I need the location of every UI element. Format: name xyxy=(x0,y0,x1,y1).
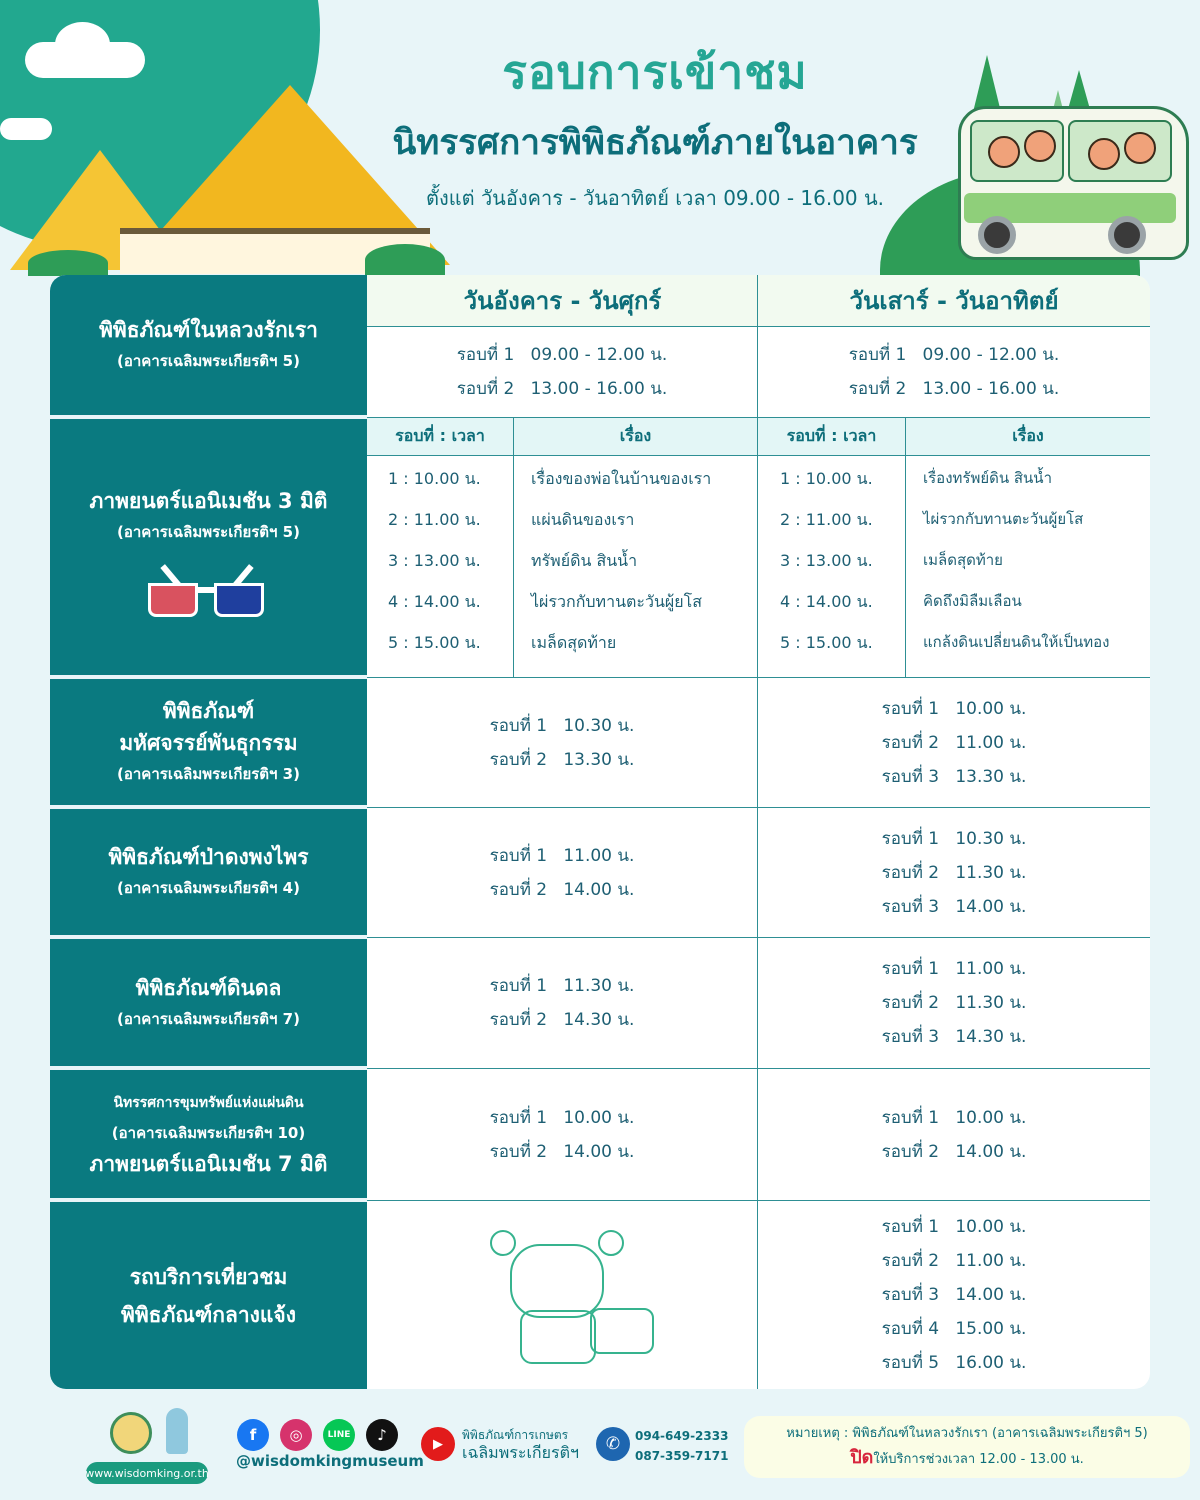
weekend-rounds: รอบที่ 1 09.00 - 12.00 น. รอบที่ 2 13.00 - 16.00 น. xyxy=(848,345,1060,399)
phone-numbers: 094-649-2333 087-359-7171 xyxy=(635,1429,729,1463)
movie-titles-weekday: เรื่องของพ่อในบ้านของเรา แผ่นดินของเรา ทรัพย์ดิน สินน้ำ ไผ่รวกกับทานตะวันผู้ยโส เมล็ดสุดท้าย xyxy=(531,469,712,652)
subheader-story: เรื่อง xyxy=(514,418,757,456)
weekend-rounds: รอบที่ 1 10.30 น. รอบที่ 2 11.30 น. รอบที่ 3 14.00 น. xyxy=(881,828,1027,917)
exhibit-row-label xyxy=(50,809,367,939)
exhibit-row-label xyxy=(50,275,367,419)
tower-logo-icon xyxy=(166,1408,188,1454)
exhibit-building: (อาคารเฉลิมพระเกียรติฯ 4) xyxy=(117,879,300,897)
weekday-rounds: รอบที่ 1 11.30 น. รอบที่ 2 14.30 น. xyxy=(489,976,635,1030)
movie-times-weekend: 1 : 10.00 น. 2 : 11.00 น. 3 : 13.00 น. 4 : 14.00 น. 5 : 15.00 น. xyxy=(780,469,873,652)
exhibit-name: พิพิธภัณฑ์ xyxy=(162,699,255,723)
weekday-rounds: รอบที่ 1 09.00 - 12.00 น. รอบที่ 2 13.00 - 16.00 น. xyxy=(456,345,668,399)
exhibit-name: รถบริการเที่ยวชม xyxy=(129,1264,288,1289)
bush-icon xyxy=(365,244,445,276)
exhibit-row-label xyxy=(50,419,367,679)
weekday-rounds: รอบที่ 1 11.00 น. รอบที่ 2 14.00 น. xyxy=(489,845,635,900)
weekend-rounds: รอบที่ 1 10.00 น. รอบที่ 2 11.00 น. รอบที่ 3 14.00 น. รอบที่ 4 15.00 น. รอบที่ 5 16.00 น. xyxy=(881,1217,1027,1373)
subheader-story: เรื่อง xyxy=(906,418,1150,456)
exhibit-row-label xyxy=(50,679,367,809)
subheader-time: รอบที่ : เวลา xyxy=(758,418,905,456)
exhibit-building: (อาคารเฉลิมพระเกียรติฯ 7) xyxy=(117,1009,300,1028)
youtube-channel[interactable]: พิพิธภัณฑ์การเกษตร เฉลิมพระเกียรติฯ xyxy=(462,1428,579,1462)
line-icon[interactable]: LINE xyxy=(323,1419,355,1451)
weekend-rounds: รอบที่ 1 10.00 น. รอบที่ 2 11.00 น. รอบที่ 3 13.30 น. xyxy=(881,698,1027,787)
3d-glasses-icon xyxy=(148,563,268,623)
subheader-time: รอบที่ : เวลา xyxy=(367,418,513,456)
exhibit-name: พิพิธภัณฑ์กลางแจ้ง xyxy=(121,1302,296,1327)
movie-titles-weekend: เรื่องทรัพย์ดิน สินน้ำ ไผ่รวกกับทานตะวันผู้ยโส เมล็ดสุดท้าย คิดถึงมิลืมเลือน แกล้งดินเปลี่ยนดินให้เป็นทอง xyxy=(923,469,1110,651)
exhibit-building: (อาคารเฉลิมพระเกียรติฯ 3) xyxy=(117,765,300,783)
weekend-rounds: รอบที่ 1 11.00 น. รอบที่ 2 11.30 น. รอบที่ 3 14.30 น. xyxy=(881,959,1027,1047)
instagram-icon[interactable]: ◎ xyxy=(280,1419,312,1451)
museum-logo-icon xyxy=(110,1412,152,1454)
weekday-header: วันอังคาร - วันศุกร์ xyxy=(367,275,758,327)
social-handle[interactable]: @wisdomkingmuseum xyxy=(236,1452,424,1470)
mascot-buffalo-illustration xyxy=(490,1230,660,1365)
exhibit-name: นิทรรศการขุมทรัพย์แห่งแผ่นดิน xyxy=(113,1095,304,1111)
exhibit-building: (อาคารเฉลิมพระเกียรติฯ 5) xyxy=(117,523,300,541)
exhibit-name: มหัศจรรย์พันธุกรรม xyxy=(119,731,298,755)
exhibit-name: ภาพยนตร์แอนิเมชัน 7 มิติ xyxy=(89,1152,328,1176)
schedule-table xyxy=(50,275,1150,1389)
exhibit-name: พิพิธภัณฑ์ในหลวงรักเรา xyxy=(99,318,318,342)
weekend-rounds: รอบที่ 1 10.00 น. รอบที่ 2 14.00 น. xyxy=(881,1107,1027,1162)
movie-times-weekday: 1 : 10.00 น. 2 : 11.00 น. 3 : 13.00 น. 4 : 14.00 น. 5 : 15.00 น. xyxy=(388,469,481,652)
phone-icon: ✆ xyxy=(596,1427,630,1461)
exhibit-name: ภาพยนตร์แอนิเมชัน 3 มิติ xyxy=(89,489,328,513)
page-subtitle: นิทรรศการพิพิธภัณฑ์ภายในอาคาร xyxy=(392,123,918,163)
exhibit-row-label xyxy=(50,1202,367,1389)
closed-label: ปิด xyxy=(850,1447,874,1468)
bush-icon xyxy=(28,250,108,276)
facebook-icon[interactable]: f xyxy=(237,1419,269,1451)
weekday-rounds: รอบที่ 1 10.30 น. รอบที่ 2 13.30 น. xyxy=(489,715,635,770)
weekday-rounds: รอบที่ 1 10.00 น. รอบที่ 2 14.00 น. xyxy=(489,1107,635,1162)
opening-hours: ตั้งแต่ วันอังคาร - วันอาทิตย์ เวลา 09.00 - 16.00 น. xyxy=(425,186,885,210)
exhibit-building: (อาคารเฉลิมพระเกียรติฯ 10) xyxy=(111,1124,306,1142)
exhibit-name: พิพิธภัณฑ์ดินดล xyxy=(135,975,282,1000)
exhibit-row-label xyxy=(50,1070,367,1202)
exhibit-name: พิพิธภัณฑ์ป่าดงพงไพร xyxy=(108,845,309,869)
exhibit-building: (อาคารเฉลิมพระเกียรติฯ 5) xyxy=(117,352,300,370)
page-title: รอบการเข้าชม xyxy=(502,45,808,99)
youtube-icon[interactable]: ▶ xyxy=(421,1427,455,1461)
weekend-header: วันเสาร์ - วันอาทิตย์ xyxy=(758,275,1150,327)
exhibit-row-label xyxy=(50,939,367,1070)
remark-box: หมายเหตุ : พิพิธภัณฑ์ในหลวงรักเรา (อาคารเฉลิมพระเกียรติฯ 5) ปิดให้บริการช่วงเวลา 12.00 - 13.00 น. xyxy=(744,1416,1190,1478)
website-link[interactable]: www.wisdomking.or.th xyxy=(86,1462,208,1484)
footer xyxy=(0,1400,1200,1500)
tiktok-icon[interactable]: ♪ xyxy=(366,1419,398,1451)
